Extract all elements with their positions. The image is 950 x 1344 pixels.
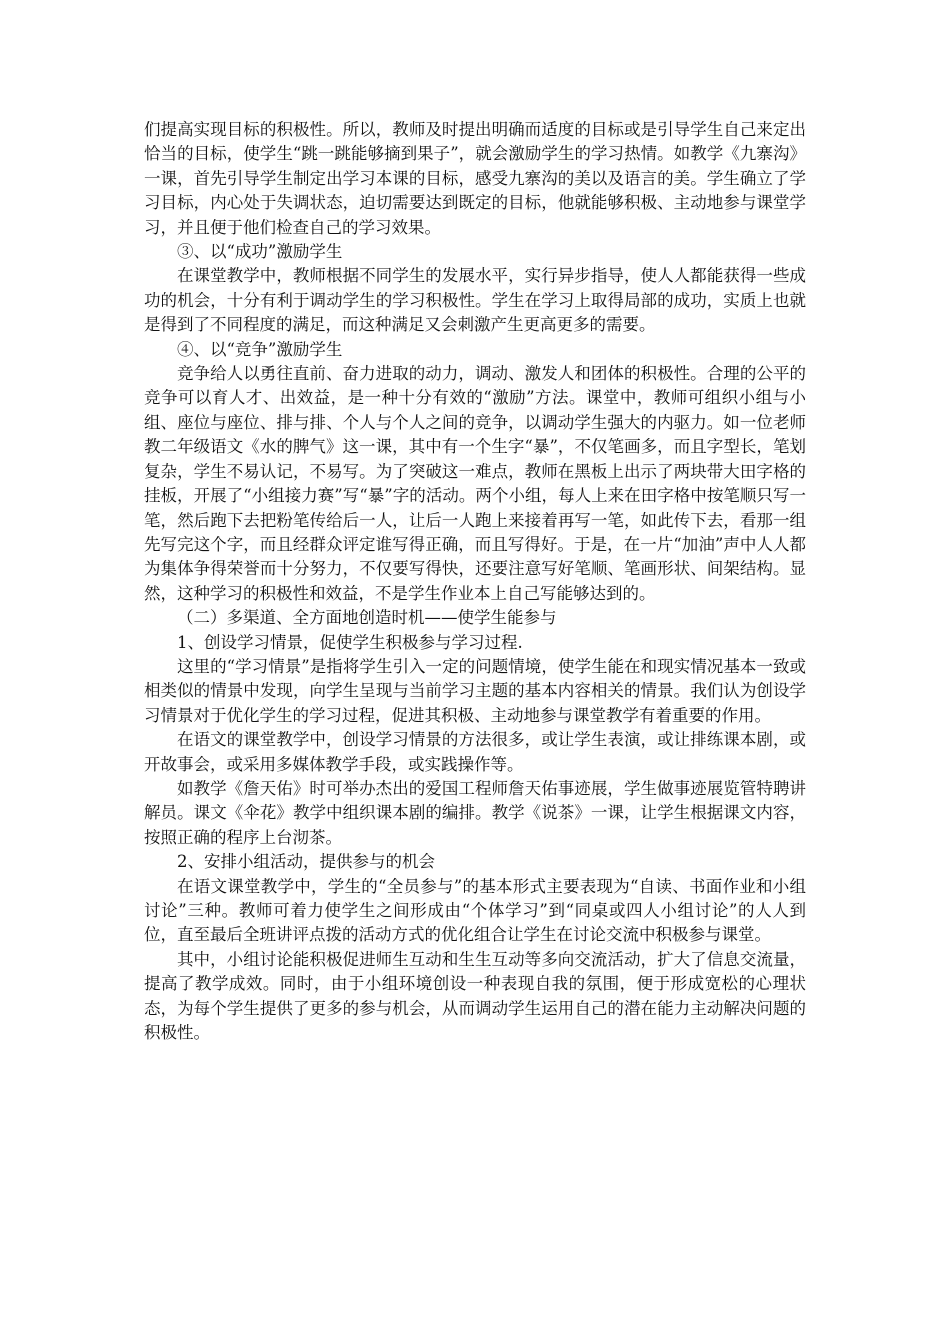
paragraph-success: 在课堂教学中，教师根据不同学生的发展水平，实行异步指导，使人人都能获得一些成功的机会，十分有利于调动学生的学习积极性。学生在学习上取得局部的成功，实质上也就是得到了不同程度的满足，而这种满足又会刺激产生更高更多的需要。 bbox=[144, 266, 806, 335]
paragraph-scenario-examples: 如教学《詹天佑》时可举办杰出的爱国工程师詹天佑事迹展，学生做事迹展览管特聘讲解员。课文《伞花》教学中组织课本剧的编排。教学《说茶》一课，让学生根据课文内容，按照正确的程序上台沏茶。 bbox=[144, 778, 806, 847]
heading-section-two: （二）多渠道、全方面地创造时机——使学生能参与 bbox=[177, 608, 557, 628]
heading-competition-motivation: ④、以“竞争”激励学生 bbox=[177, 339, 343, 359]
paragraph-group-discussion: 其中，小组讨论能积极促进师生互动和生生互动等多向交流活动，扩大了信息交流量，提高了教学成效。同时，由于小组环境创设一种表现自我的氛围，便于形成宽松的心理状态，为每个学生提供了更多的参与机会，从而调动学生运用自己的潜在能力主动解决问题的积极性。 bbox=[144, 949, 806, 1043]
paragraph-competition: 竞争给人以勇往直前、奋力进取的动力，调动、激发人和团体的积极性。合理的公平的竞争可以育人才、出效益，是一种十分有效的“激励”方法。课堂中，教师可组织小组与小组、座位与座位、排与排、个人与个人之间的竞争，以调动学生强大的内驱力。如一位老师教二年级语文《水的脾气》这一课，其中有一个生字“暴”，不仅笔画多，而且字型长，笔划复杂，学生不易认记，不易写。为了突破这一难点，教师在黑板上出示了两块带大田字格的挂板，开展了“小组接力赛”写“暴”字的活动。两个小组，每人上来在田字格中按笔顺只写一笔，然后跑下去把粉笔传给后一人，让后一人跑上来接着再写一笔，如此传下去，看那一组先写完这个字，而且经群众评定谁写得正确，而且写得好。于是，在一片“加油”声中人人都为集体争得荣誉而十分努力，不仅要写得快，还要注意写好笔顺、笔画形状、间架结构。显然，这种学习的积极性和效益，不是学生作业本上自己写能够达到的。 bbox=[144, 364, 806, 603]
document-page bbox=[144, 118, 806, 1045]
heading-success-motivation: ③、以“成功”激励学生 bbox=[177, 242, 343, 262]
paragraph-continued: 们提高实现目标的积极性。所以，教师及时提出明确而适度的目标或是引导学生自己来定出恰当的目标，使学生“跳一跳能够摘到果子”，就会激励学生的学习热情。如教学《九寨沟》一课，首先引导学生制定出学习本课的目标，感受九寨沟的美以及语言的美。学生确立了学习目标，内心处于失调状态，迫切需要达到既定的目标，他就能够积极、主动地参与课堂学习，并且便于他们检查自己的学习效果。 bbox=[144, 120, 806, 237]
heading-learning-scenario: 1、创设学习情景，促使学生积极参与学习过程. bbox=[177, 632, 523, 652]
paragraph-scenario-methods: 在语文的课堂教学中，创设学习情景的方法很多，或让学生表演，或让排练课本剧，或开故事会，或采用多媒体教学手段，或实践操作等。 bbox=[144, 730, 806, 774]
paragraph-group-forms: 在语文课堂教学中，学生的“全员参与”的基本形式主要表现为“自读、书面作业和小组讨论”三种。教师可着力使学生之间形成由“个体学习”到“同桌或四人小组讨论”的人人到位，直至最后全班讲评点拨的活动方式的优化组合让学生在讨论交流中积极参与课堂。 bbox=[144, 876, 806, 945]
paragraph-scenario-definition: 这里的“学习情景”是指将学生引入一定的问题情境，使学生能在和现实情况基本一致或相类似的情景中发现，向学生呈现与当前学习主题的基本内容相关的情景。我们认为创设学习情景对于优化学生的学习过程，促进其积极、主动地参与课堂教学有着重要的作用。 bbox=[144, 656, 806, 725]
heading-group-activity: 2、安排小组活动，提供参与的机会 bbox=[177, 852, 435, 872]
